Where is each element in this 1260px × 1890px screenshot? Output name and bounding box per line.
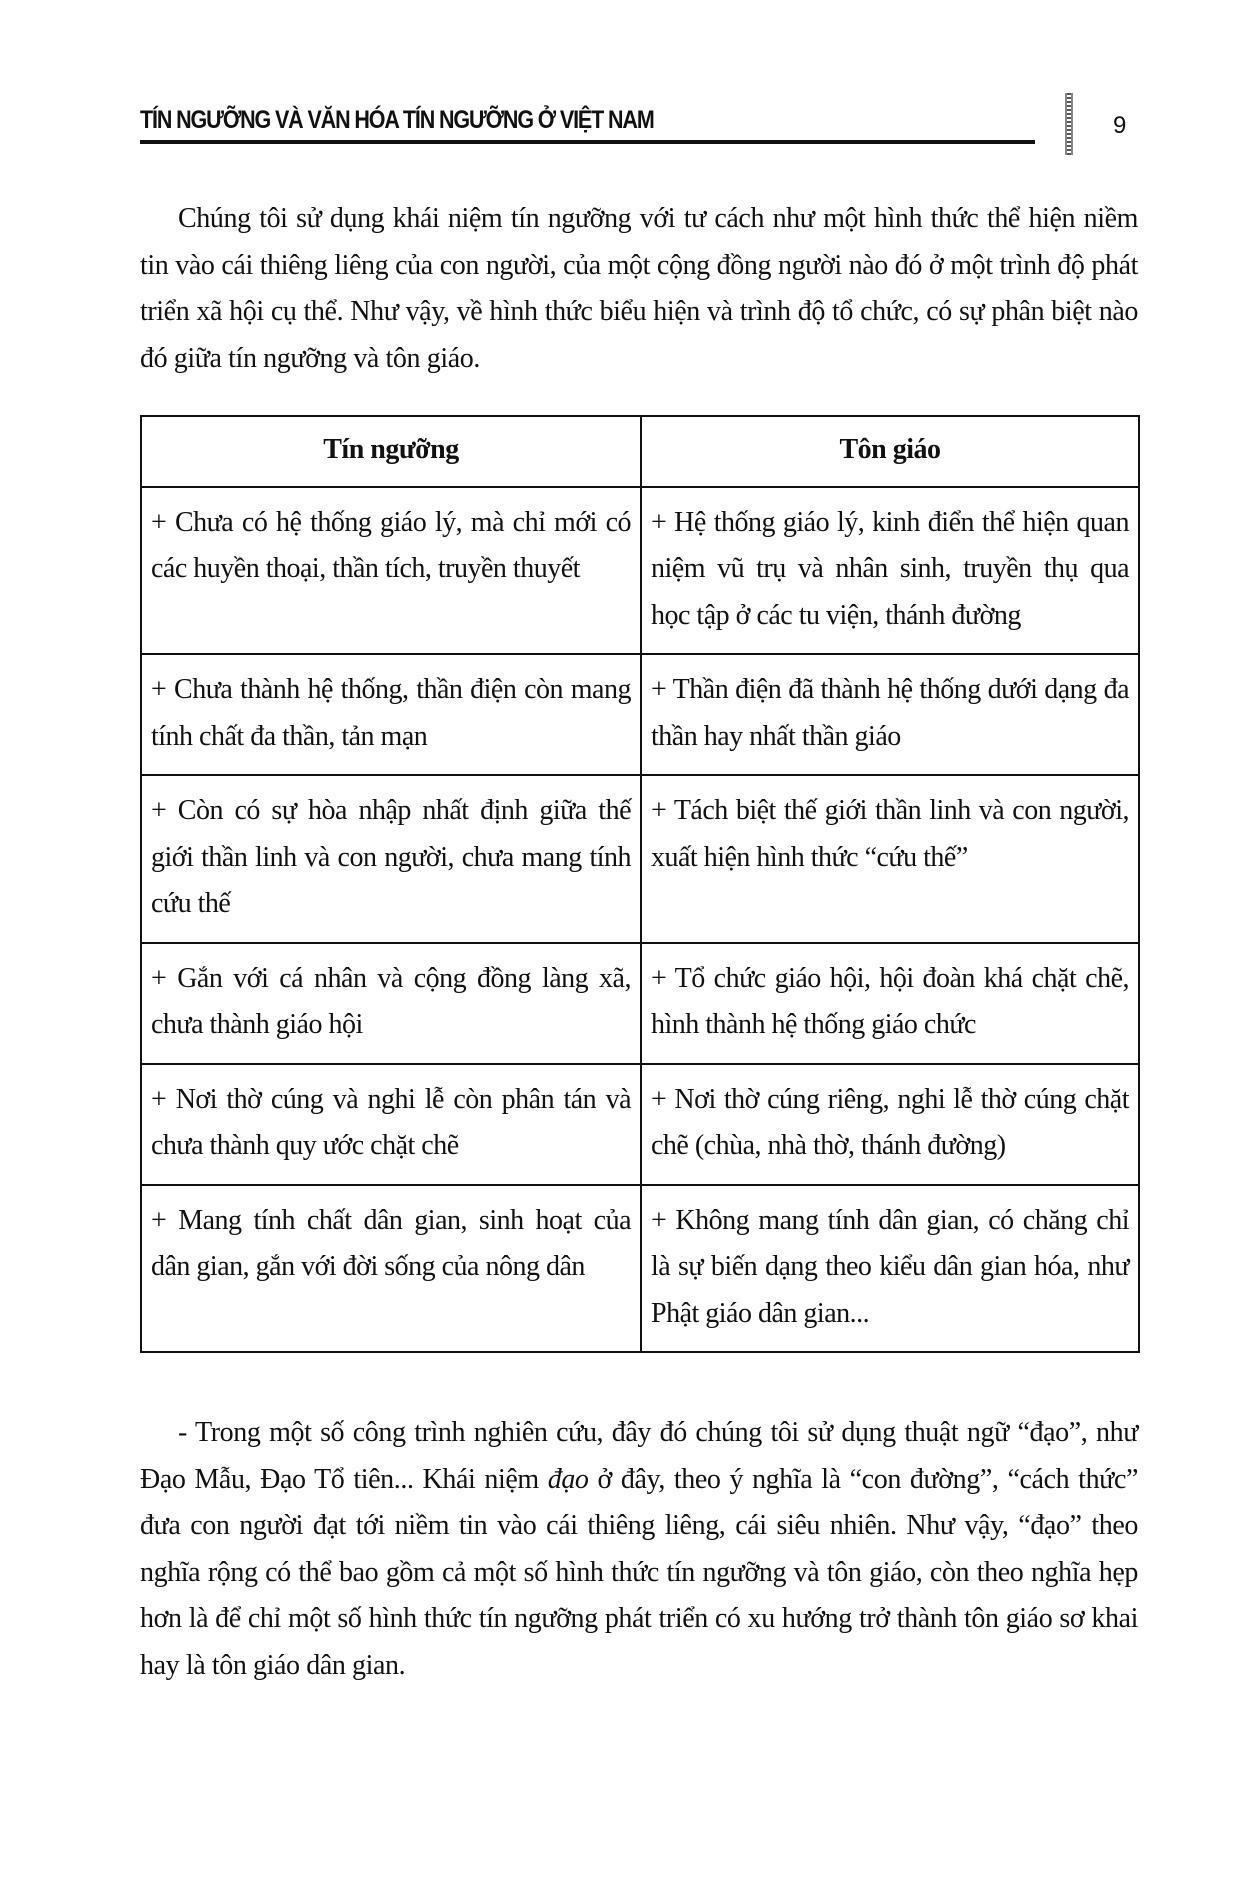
table-row	[141, 1185, 1139, 1353]
running-header	[140, 104, 1030, 144]
column-header-religion: Tôn giáo	[641, 416, 1139, 487]
table-cell-belief: + Chưa có hệ thống giáo lý, mà chỉ mới có các huyền thoại, thần tích, truyền thuyết	[141, 487, 641, 655]
table-row	[141, 487, 1139, 655]
table-row	[141, 654, 1139, 775]
table-cell-religion: + Tách biệt thế giới thần linh và con người, xuất hiện hình thức “cứu thế”	[641, 775, 1139, 943]
table-cell-religion: + Hệ thống giáo lý, kinh điển thể hiện quan niệm vũ trụ và nhân sinh, truyền thụ qua học tập ở các tu viện, thánh đường	[641, 487, 1139, 655]
table-cell-religion: + Thần điện đã thành hệ thống dưới dạng đa thần hay nhất thần giáo	[641, 654, 1139, 775]
running-title: TÍN NGƯỠNG VÀ VĂN HÓA TÍN NGƯỠNG Ở VIỆT NAM	[140, 106, 654, 134]
table-row	[141, 775, 1139, 943]
header-rule	[140, 140, 1035, 144]
table-row	[141, 943, 1139, 1064]
closing-paragraph	[140, 1410, 1138, 1689]
table-cell-belief: + Còn có sự hòa nhập nhất định giữa thế giới thần linh và con người, chưa mang tính cứu thế	[141, 775, 641, 943]
column-header-belief: Tín ngưỡng	[141, 416, 641, 487]
table-cell-belief: + Chưa thành hệ thống, thần điện còn mang tính chất đa thần, tản mạn	[141, 654, 641, 775]
table-cell-religion: + Tổ chức giáo hội, hội đoàn khá chặt chẽ, hình thành hệ thống giáo chức	[641, 943, 1139, 1064]
table-cell-religion: + Không mang tính dân gian, có chăng chỉ là sự biến dạng theo kiểu dân gian hóa, như Phật giáo dân gian...	[641, 1185, 1139, 1353]
table-cell-belief: + Gắn với cá nhân và cộng đồng làng xã, chưa thành giáo hội	[141, 943, 641, 1064]
closing-paragraph-text-2: ở đây, theo ý nghĩa là “con đường”, “cách thức” đưa con người đạt tới niềm tin vào cái thiêng liêng, cái siêu nhiên. Như vậy, “đạo” theo nghĩa rộng có thể bao gồm cả một số hình thức tín ngưỡng và tôn giáo, còn theo nghĩa hẹp hơn là để chỉ một số hình thức tín ngưỡng phát triển có xu hướng trở thành tôn giáo sơ khai hay là tôn giáo dân gian.	[140, 1463, 1138, 1681]
table-cell-belief: + Nơi thờ cúng và nghi lễ còn phân tán và chưa thành quy ước chặt chẽ	[141, 1064, 641, 1185]
table-header-row	[141, 416, 1139, 487]
table-cell-religion: + Nơi thờ cúng riêng, nghi lễ thờ cúng chặt chẽ (chùa, nhà thờ, thánh đường)	[641, 1064, 1139, 1185]
comparison-table	[140, 415, 1140, 1353]
ornament-divider	[1065, 93, 1073, 155]
table-row	[141, 1064, 1139, 1185]
closing-paragraph-text-1: - Trong một số công trình nghiên cứu, đây đó chúng tôi sử dụng thuật ngữ “đạo”, như Đạo Mẫu, Đạo Tổ tiên... Khái niệm	[140, 1417, 1138, 1495]
table-cell-belief: + Mang tính chất dân gian, sinh hoạt của dân gian, gắn với đời sống của nông dân	[141, 1185, 641, 1353]
closing-paragraph-italic-term: đạo	[547, 1463, 589, 1495]
intro-paragraph: Chúng tôi sử dụng khái niệm tín ngưỡng với tư cách như một hình thức thể hiện niềm tin vào cái thiêng liêng của con người, của một cộng đồng người nào đó ở một trình độ phát triển xã hội cụ thể. Như vậy, về hình thức biểu hiện và trình độ tổ chức, có sự phân biệt nào đó giữa tín ngưỡng và tôn giáo.	[140, 203, 1138, 374]
page-number: 9	[1113, 112, 1127, 139]
